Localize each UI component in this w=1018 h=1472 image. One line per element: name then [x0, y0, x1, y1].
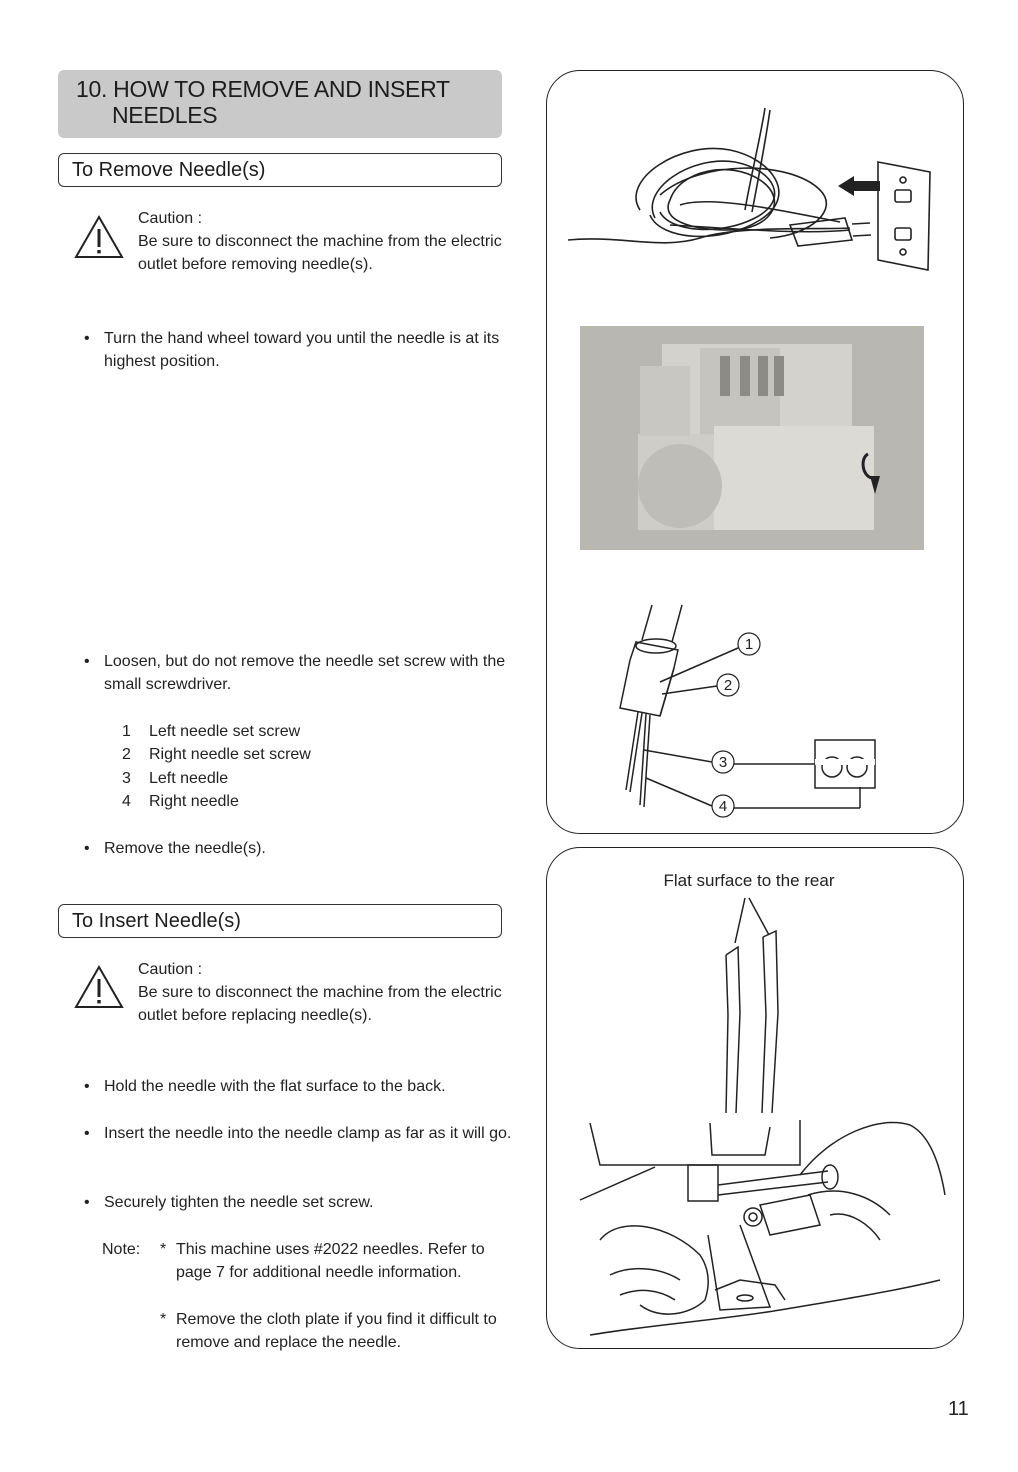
list-item: 2 Right needle set screw [122, 746, 311, 764]
insert-needles-heading: To Insert Needle(s) [58, 904, 502, 938]
step-hold-needle: • Hold the needle with the flat surface to the back. [84, 1075, 520, 1098]
section-title-line2: NEEDLES [112, 102, 218, 128]
page-number: 11 [948, 1398, 969, 1420]
caution-label: Caution : [138, 961, 203, 978]
remove-needles-heading: To Remove Needle(s) [58, 153, 502, 187]
step-tighten-screw: • Securely tighten the needle set screw. [84, 1191, 520, 1214]
callout-3: 3 [718, 754, 728, 771]
caution-label: Caution : [138, 210, 203, 227]
note-label: Note: [102, 1241, 141, 1258]
callout-1: 1 [744, 636, 754, 653]
insert-caution [138, 958, 518, 1027]
list-item: 3 Left needle [122, 769, 229, 787]
remove-caution [138, 207, 518, 276]
step-turn-hand-wheel: • Turn the hand wheel toward you until the needle is at its highest position. [84, 327, 520, 373]
step-remove-needle: • Remove the needle(s). [84, 837, 520, 860]
list-item: 4 Right needle [122, 792, 239, 810]
list-item: 1 Left needle set screw [122, 723, 301, 740]
callout-4: 4 [718, 798, 728, 815]
step-loosen-screw: • Loosen, but do not remove the needle set screw with the small screwdriver. [84, 650, 520, 696]
note-item: * This machine uses #2022 needles. Refer to page 7 for additional needle information. [160, 1238, 520, 1284]
callout-2: 2 [723, 677, 733, 694]
hand-wheel-photo [580, 326, 924, 550]
caution-icon [74, 964, 124, 1010]
note-needle-type: This machine uses #2022 needles. Refer to page 7 for additional needle information. [176, 1241, 485, 1281]
parts-list [122, 720, 311, 813]
note-cloth-plate: Remove the cloth plate if you find it difficult to remove and replace the needle. [176, 1311, 497, 1351]
flat-surface-label: Flat surface to the rear [663, 871, 835, 890]
needle-insert-illustration [560, 895, 955, 1340]
needle-clamp-diagram [590, 600, 890, 825]
section-title [58, 70, 502, 138]
step-insert-needle: • Insert the needle into the needle clamp as far as it will go. [84, 1122, 520, 1145]
caution-message: Be sure to disconnect the machine from the electric outlet before removing needle(s). [138, 233, 502, 273]
power-cord-plug-illustration [560, 100, 940, 280]
section-title-line1: 10. HOW TO REMOVE AND INSERT [76, 76, 450, 102]
caution-icon [74, 214, 124, 260]
note-item: * Remove the cloth plate if you find it difficult to remove and replace the needle. [160, 1308, 520, 1354]
caution-message: Be sure to disconnect the machine from the electric outlet before replacing needle(s). [138, 984, 502, 1024]
